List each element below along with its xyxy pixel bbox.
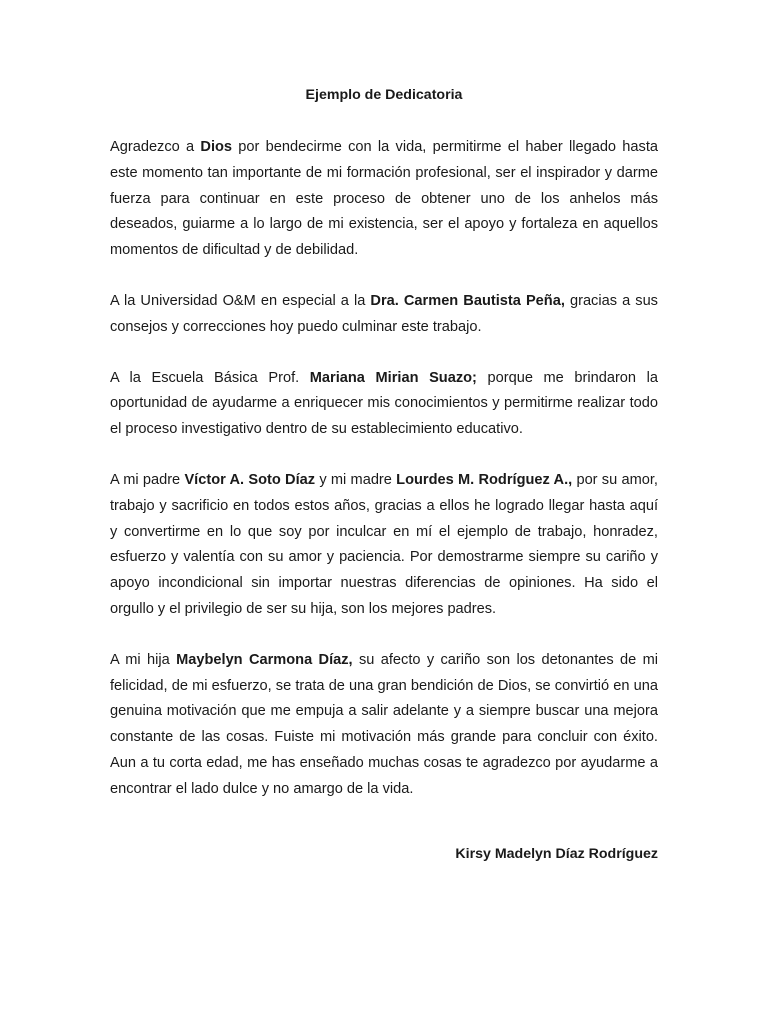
bold-name: Dra. Carmen Bautista Peña,	[370, 292, 565, 309]
document-title: Ejemplo de Dedicatoria	[305, 87, 463, 103]
text-segment: por su amor, trabajo y sacrificio en todos estos años, gracias a ellos he logrado llegar hasta aquí y convertirme en lo que soy por inculcar en mí el ejemplo de trabajo, honradez, esfuerzo y valentía con su amor y paciencia. Por demostrarme siempre su cariño y apoyo incondicional sin importar nuestras diferencias de opiniones. Ha sido el orgullo y el privilegio de ser su hija, son los mejores padres.	[110, 471, 658, 617]
paragraph-gratitude-daughter	[110, 648, 658, 803]
text-segment: porque me brindaron la oportunidad de ayudarme a enriquecer mis conocimientos y permitirme realizar todo el proceso investigativo dentro de su establecimiento educativo.	[110, 369, 658, 438]
text-segment: A mi padre	[110, 471, 185, 488]
bold-name: Maybelyn Carmona Díaz,	[176, 651, 353, 668]
author-signature: Kirsy Madelyn Díaz Rodríguez	[455, 845, 658, 862]
text-segment: gracias a sus consejos y correcciones hoy puedo culminar este trabajo.	[110, 292, 658, 335]
text-segment: Agradezco a	[110, 139, 201, 155]
text-segment: A mi hija	[110, 651, 177, 668]
text-segment: A la Escuela Básica Prof.	[110, 369, 310, 386]
text-segment: A la Universidad O&M en especial a la	[110, 292, 371, 309]
text-segment: y mi madre	[315, 471, 397, 488]
text-segment: por bendecirme con la vida, permitirme el haber llegado hasta este momento tan importante de mi formación profesional, ser el inspirador y darme fuerza para continuar en este proceso de obtener uno de los anhelos más deseados, guiarme a lo largo de mi existencia, ser el apoyo y fortaleza en aquellos momentos de dificultad y de debilidad.	[110, 139, 659, 259]
bold-name: Mariana Mirian Suazo;	[309, 369, 477, 386]
text-segment: su afecto y cariño son los detonantes de mi felicidad, de mi esfuerzo, se trata de una gran bendición de Dios, se convirtió en una genuina motivación que me empuja a salir adelante y a siempre buscar una mejora constante de las cosas. Fuiste mi motivación más grande para concluir con éxito. Aun a tu corta edad, me has enseñado muchas cosas te agradezco por ayudarme a encontrar el lado dulce y no amargo de la vida.	[110, 651, 658, 797]
paragraph-gratitude-parents	[110, 468, 658, 623]
paragraph-gratitude-university	[110, 289, 658, 341]
bold-name: Víctor A. Soto Díaz	[184, 471, 316, 488]
document-page	[110, 86, 658, 863]
bold-name: Dios	[200, 139, 233, 155]
paragraph-gratitude-school	[110, 366, 658, 443]
bold-name: Lourdes M. Rodríguez A.,	[396, 471, 573, 488]
paragraph-gratitude-god	[110, 135, 658, 264]
